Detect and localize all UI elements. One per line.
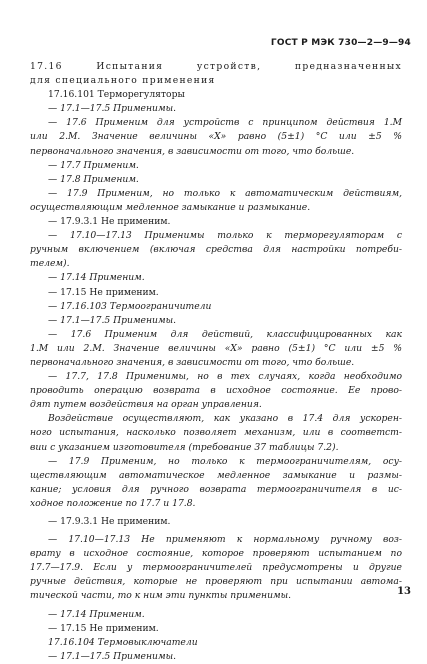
text-line: ходное положение по 17.7 и 17.8. [30,497,196,509]
text-line: кание; условия для ручного возврата термоограничителя в ис- [30,483,402,495]
text-line: — 17.15 Не применим. [48,622,159,634]
text-line: — 17.14 Применим. [48,608,145,620]
text-line: 1.М или 2.М. Значение величины «X» равно (5±1) °С или ±5 % [30,342,402,354]
text-line: 17.16 Испытания устройств, предназначенных [30,61,402,72]
text-line: телем). [30,258,70,270]
text-line: — 17.1—17.5 Применимы. [48,650,176,662]
text-line: — 17.7, 17.8 Применимы, но в тех случаях, когда необходимо [48,371,402,383]
text-line: дят путем воздействия на орган управления. [30,399,262,411]
text-line: — 17.7 Применим. [48,159,139,171]
text-line: проводить операцию возврата в исходное состояние. Ее прово- [30,385,402,397]
text-line: — 17.15 Не применим. [48,286,159,298]
text-line: — 17.6 Применим для действий, классифицированных как [48,328,402,340]
text-line: 17.16.104 Термовыключатели [48,636,198,648]
document-body [30,60,402,664]
text-line: 17.16.101 Терморегуляторы [48,89,185,101]
standard-header: ГОСТ Р МЭК 730—2—9—94 [270,38,411,48]
text-line: или 2.М. Значение величины «X» равно (5±1) °С или ±5 % [30,131,402,143]
text-line: — 17.9.3.1 Не применим. [48,216,171,228]
text-line: первоначального значения, в зависимости от того, что больше. [30,145,355,157]
text-line: ручные действия, которые не проверяют при испытании автома- [30,576,402,588]
text-line: — 17.14 Применим. [48,272,145,284]
text-line: осуществляющим медленное замыкание и размыкание. [30,201,311,213]
text-line: — 17.1—17.5 Применимы. [48,314,176,326]
text-line: Воздействие осуществляют, как указано в 17.4 для ускорен- [48,413,402,425]
text-line: — 17.10—17.13 Применимы только к терморегуляторам с [48,230,402,242]
page-number: 13 [397,586,411,597]
text-line: ручным включением (включая средства для настройки потреби- [30,244,402,256]
text-line: тической части, то к ним эти пункты применимы. [30,590,292,602]
text-line: вии с указанием изготовителя (требование 37 таблицы 7.2). [30,441,339,453]
text-line: — 17.9 Применим, но только к автоматическим действиям, [48,187,402,199]
text-line: — 17.1—17.5 Применимы. [48,103,176,115]
text-line: — 17.10—17.13 Не применяют к нормальному ручному воз- [48,534,402,546]
text-line: для специального применения [30,75,216,87]
text-line: первоначального значения, в зависимости от того, что больше. [30,356,355,368]
text-line: врату в исходное состояние, которое проверяют испытанием по [30,548,402,560]
text-line: ществляющим автоматическое медленное замыкание и размы- [30,469,402,481]
text-line: — 17.8 Применим. [48,173,139,185]
text-line: — 17.9 Применим, но только к термоограничителям, осу- [48,455,402,467]
text-line: — 17.6 Применим для устройств с принципом действия 1.М [48,117,402,129]
text-line: ного испытания, насколько позволяет механизм, или в соответст- [30,427,402,439]
text-line: — 17.16.103 Термоограничители [48,300,212,312]
text-line: 17.7—17.9. Если у термоограничителей предусмотрены и другие [30,562,402,574]
text-line: — 17.9.3.1 Не применим. [48,516,171,527]
